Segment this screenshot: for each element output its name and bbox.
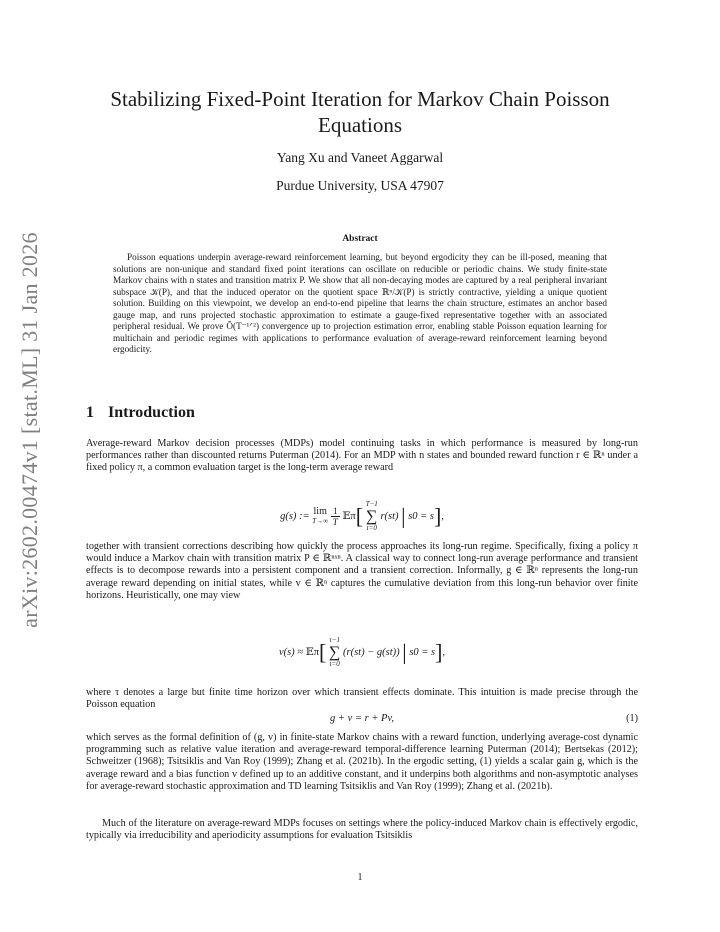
eq2-sum: τ−1 ∑ t=0 xyxy=(328,636,341,668)
paragraph-4: which serves as the formal definition of (g, v) in finite-state Markov chains with a reward function, underlying average-cost dynamic programming such as relative value iteration and average-reward temporal-difference learning Puterman (2014); Bertsekas (2012); Schweitzer (1968); Tsitsiklis and Van Roy (1999); Zhang et al. (2021b). In the ergodic setting, (1) yields a scalar gain g, which is the average reward and a bias function v defined up to an additive constant, and it underpins both algorithms and non-asymptotic analyses for average-reward stochastic approximation and TD learning Tsitsiklis and Van Roy (1999); Zhang et al. (2021b). xyxy=(86,732,638,792)
page-number: 1 xyxy=(357,872,363,883)
eq2-expectation: 𝔼π xyxy=(305,646,320,658)
eq2-lhs: v(s) ≈ xyxy=(278,646,304,658)
arxiv-side-label: arXiv:2602.00474v1 [stat.ML] 31 Jan 2026 xyxy=(17,232,42,628)
authors: Yang Xu and Vaneet Aggarwal xyxy=(276,150,444,165)
abstract-text: Poisson equations underpin average-reward reinforcement learning, but beyond ergodicity they can be ill-posed, meaning that solutions are non-unique and standard fixed point iterations can oscillate on reducible or periodic chains. We study finite-state Markov chains with n states and transition matrix P. We show that all non-decaying modes are captured by a real peripheral invariant subspace 𝒦(P), and that the induced operator on the quotient space ℝⁿ/𝒦(P) is strictly contractive, yielding a unique quotient solution. Building on this viewpoint, we develop an end-to-end pipeline that learns the chain structure, estimates an anchor based gauge map, and runs projected stochastic approximation to estimate a gauge-fixed representative together with an associated peripheral residual. We prove Õ(T⁻¹ᐟ²) convergence up to projection estimation error, enabling stable Poisson equation learning for multichain and periodic regimes with applications to performance evaluation of average-reward reinforcement learning beyond ergodicity. xyxy=(113,252,607,354)
section-title: Introduction xyxy=(108,404,195,421)
eq1-limit: lim T→∞ xyxy=(312,506,329,525)
section-number: 1 xyxy=(86,404,94,421)
paragraph-5: Much of the literature on average-reward MDPs focuses on settings where the policy-induced Markov chain is effectively ergodic, typically via irreducibility and aperiodicity assumptions for evaluation Tsitsiklis xyxy=(86,818,638,842)
eq1-expectation: 𝔼π xyxy=(342,510,356,522)
eq2-body: (r(st) − g(st)) xyxy=(343,646,400,658)
paragraph-2: together with transient corrections describing how quickly the process approaches its long-run regime. Specifically, fixing a policy π would induce a Markov chain with transition matrix P ∈ ℝⁿˣⁿ. A classical way to connect long-run average performance and transient effects is to decompose rewards into a persistent component and a transient correction. Informally, g ∈ ℝⁿ represents the long-run average reward depending on initial states, while v ∈ ℝⁿ captures the cumulative deviation from this long-run behavior over finite horizons. Heuristically, one may view xyxy=(86,541,638,601)
eq1-fraction: $\frac{1}{T}$ xyxy=(332,506,338,527)
section-heading xyxy=(86,404,209,422)
eq1-body: r(st) xyxy=(380,510,399,522)
abstract-heading: Abstract xyxy=(342,234,378,244)
equation-average-reward: g(s) := lim T→∞ $\frac{1}{T}$ 𝔼π[ T−1 ∑ t=0 r(st) | s0 = s], xyxy=(280,500,444,532)
affiliation: Purdue University, USA 47907 xyxy=(276,178,444,193)
paper-title: Stabilizing Fixed-Point Iteration for Markov Chain Poisson Equations xyxy=(110,87,610,137)
eq1-sum: T−1 ∑ t=0 xyxy=(365,500,378,532)
equation-number: (1) xyxy=(626,713,638,724)
eq2-condition: s0 = s xyxy=(409,646,436,658)
equation-bias-heuristic: v(s) ≈ 𝔼π[ τ−1 ∑ t=0 (r(st) − g(st)) | s0 = s], xyxy=(278,636,446,668)
eq1-condition: s0 = s xyxy=(408,510,434,522)
equation-poisson: g + v = r + Pv, xyxy=(330,713,394,724)
eq1-lhs: g(s) := xyxy=(280,510,310,522)
paragraph-3: where τ denotes a large but finite time horizon over which transient effects dominate. This intuition is made precise through the Poisson equation xyxy=(86,687,638,711)
paragraph-1: Average-reward Markov decision processes (MDPs) model continuing tasks in which performance is measured by long-run performances rather than discounted returns Puterman (2014). For an MDP with n states and bounded reward function r ∈ ℝⁿ under a fixed policy π, a common evaluation target is the long-term average reward xyxy=(86,438,638,474)
